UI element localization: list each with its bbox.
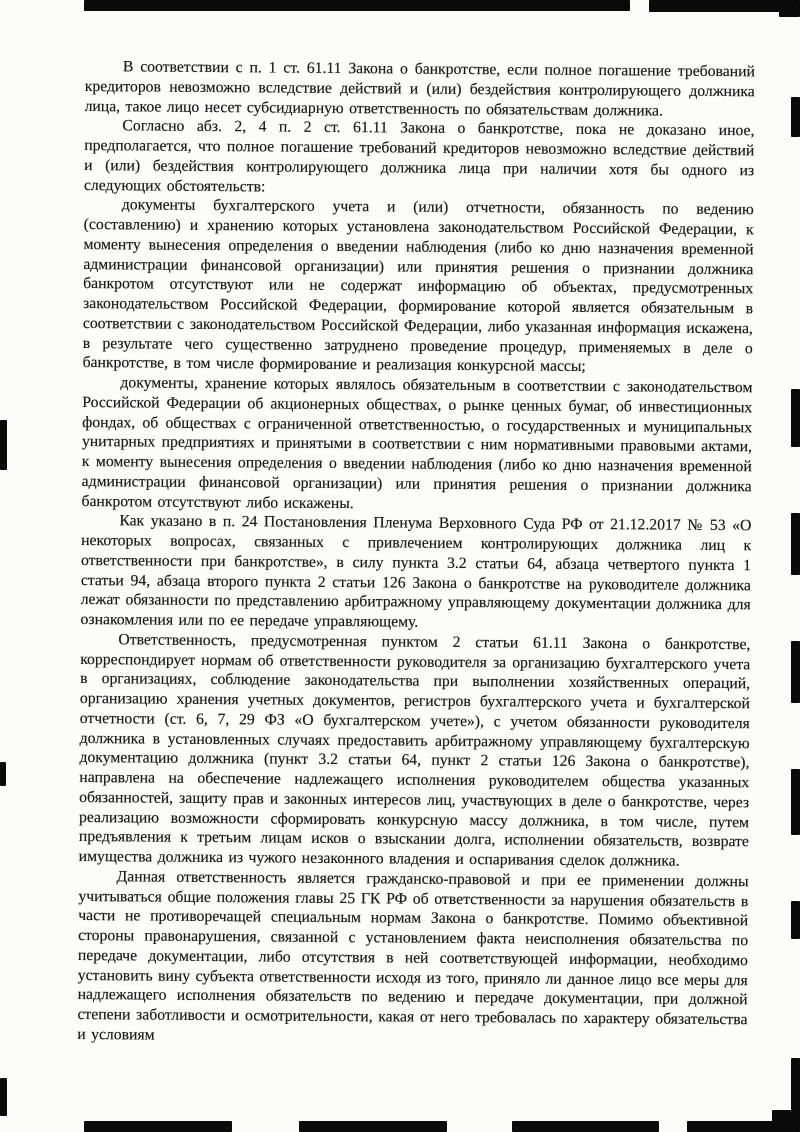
paragraph-subsidiary-liability: В соответствии с п. 1 ст. 61.11 Закона о банкротстве, если полное погашение требований кредиторов невозможно вследствие действий и (или) бездействия контролирующего должника лица, такое лицо несет субсидиарную ответственность по обязательствам должника. [84, 58, 755, 120]
scan-edge-mark-right-3 [791, 513, 800, 575]
scan-edge-mark-left-2 [0, 762, 6, 786]
paragraph-presumption: Согласно абз. 2, 4 п. 2 ст. 61.11 Закона о банкротстве, пока не доказано иное, предполагается, что полное погашение требований кредиторов невозможно вследствие действий и (или) бездействия контролирующего должника лица при наличии хотя бы одного из следующих обстоятельств: [83, 117, 755, 195]
scan-edge-mark-left-3 [0, 1078, 7, 1116]
scan-edge-mark-right-4 [791, 641, 800, 703]
scan-edge-mark-left-1 [0, 420, 7, 470]
scan-edge-mark-top-left [84, 0, 630, 11]
scan-edge-mark-right-2 [791, 389, 800, 447]
paragraph-plenum-ruling: Как указано в п. 24 Постановления Пленума Верховного Суда РФ от 21.12.2017 № 53 «О некоторых вопросах, связанных с привлечением контролирующих должника лиц к ответственности при банкротстве», в силу пункта 3.2 статьи 64, абзаца четвертого пункта 1 статьи 94, абзаца второго пункта 2 статьи 126 Закона о банкротстве на руководителе должника лежат обязанности по представлению арбитражному управляющему документации должника для ознакомления или по ее передаче управляющему. [80, 512, 752, 631]
paragraph-responsibility-norms: Ответственность, предусмотренная пунктом 2 статьи 61.11 Закона о банкротстве, корреспондирует нормам об ответственности руководителя за организацию бухгалтерского учета в организациях, соблюдение законодательства при выполнении хозяйственных операций, организацию хранения учетных документов, регистров бухгалтерского учета и бухгалтерской отчетности (ст. 6, 7, 29 ФЗ «О бухгалтерском учете»), с учетом обязанности руководителя должника в установленных случаях предоставить арбитражному управляющему бухгалтерскую документацию должника (пункт 3.2 статьи 64, пункт 2 статьи 126 Закона о банкротстве), направлена на обеспечение надлежащего исполнения руководителем общества указанных обязанностей, защиту прав и законных интересов лиц, участвующих в деле о банкротстве, через реализацию возможности сформировать конкурсную массу должника, в том числе, путем предъявления к третьим лицам исков о взыскании долга, исполнении обязательств, возврате имущества должника из чужого незаконного владения и оспаривания сделок должника. [78, 631, 751, 870]
scan-edge-mark-top-right-corner [779, 0, 800, 17]
paragraph-storage-documents: документы, хранение которых являлось обязательным в соответствии с законодательством Российской Федерации об акционерных обществах, о рынке ценных бумаг, об инвестиционных фондах, об обществах с ограниченной ответственностью, о государственных и муниципальных унитарных предприятиях и принятыми в соответствии с ним нормативными правовыми актами, к моменту вынесения определения о введении наблюдения (либо ко дню назначения временной администрации финансовой организации) или принятия решения о признании должника банкротом отсутствуют либо искажены. [81, 374, 753, 512]
scan-edge-mark-right-6 [791, 901, 800, 939]
scan-edge-mark-bottom-1 [84, 1121, 232, 1132]
scan-edge-mark-bottom-3 [512, 1121, 659, 1132]
scan-edge-mark-bottom-2 [299, 1121, 447, 1132]
paragraph-accounting-documents: документы бухгалтерского учета и (или) отчетности, обязанность по ведению (составлению) и хранению которых установлена законодательством Российской Федерации, к моменту вынесения определения о введении наблюдения (либо ко дню назначения временной администрации финансовой организации) или принятия решения о признании должника банкротом отсутствуют или не содержат информацию об объектах, предусмотренных законодательством Российской Федерации, формирование которой является обязательным в соответствии с законодательством Российской Федерации, либо указанная информация искажена, в результате чего существенно затруднено проведение процедур, применяемых в деле о банкротстве, в том числе формирование и реализация конкурсной массы; [82, 196, 754, 376]
scan-edge-mark-right-1 [791, 97, 800, 137]
scan-edge-mark-bottom-right-corner [772, 1110, 800, 1132]
document-body [77, 57, 755, 1050]
paragraph-civil-liability: Данная ответственность является гражданско-правовой и при ее применении должны учитываться общие положения главы 25 ГК РФ об ответственности за нарушения обязательств в части не противоречащей специальным нормам Закона о банкротстве. Помимо объективной стороны правонарушения, связанной с установлением факта неисполнения обязательства по передаче документации, либо отсутствия в ней соответствующей информации, необходимо установить вину субъекта ответственности исходя из того, приняло ли данное лицо все меры для надлежащего исполнения обязательств по ведению и передаче документации, при должной степени заботливости и осмотрительности, какая от него требовалась по характеру обязательства и условиям [77, 868, 749, 1044]
scan-edge-mark-top-right [649, 0, 800, 12]
scan-edge-mark-right-5 [791, 769, 800, 835]
